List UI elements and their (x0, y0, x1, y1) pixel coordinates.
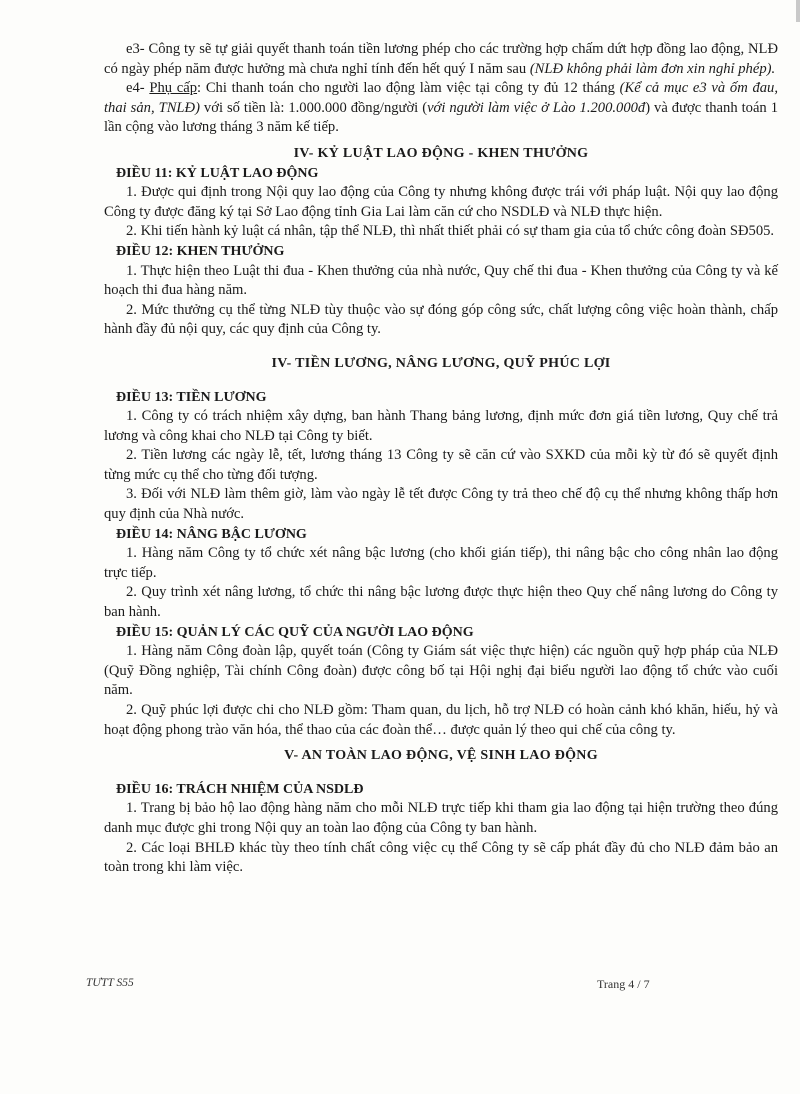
text-run: 2. Mức thưởng cụ thể từng NLĐ tùy thuộc vào sự đóng góp công sức, chất lượng công việc hoàn thành, chấp hành đầy đủ nội quy, các quy định của Công ty. (104, 301, 778, 338)
text-run: 2. Quỹ phúc lợi được chi cho NLĐ gồm: Tham quan, du lịch, hỗ trợ NLĐ có hoàn cảnh khó khăn, hiếu, hỷ và hoạt động phong trào văn hóa, thể thao của các đoàn thể… được quản lý theo qui chế của công ty. (104, 702, 778, 738)
article-heading: ĐIỀU 13: TIỀN LƯƠNG (116, 389, 267, 405)
paragraph (104, 839, 778, 878)
paragraph (104, 485, 778, 524)
paragraph (104, 262, 778, 301)
italic-text: (Kể cả mục e3 và ốm đau, thai sản, TNLĐ) (104, 80, 778, 116)
text-run: : Chi thanh toán cho người lao động làm việc tại công ty đủ 12 tháng (197, 80, 620, 97)
paragraph (104, 701, 778, 740)
text-run: với số tiền là: 1.000.000 đồng/người ( (199, 99, 428, 116)
text-run: ) và được thanh toán 1 lần cộng vào lương tháng 3 năm kế tiếp. (104, 99, 778, 136)
text-run: 1. Thực hiện theo Luật thi đua - Khen thưởng của nhà nước, Quy chế thi đua - Khen thưởng của Công ty và kế hoạch thi đua hàng năm. (104, 262, 778, 299)
article-heading: ĐIỀU 14: NÂNG BẬC LƯƠNG (116, 526, 307, 542)
section-heading: IV- KỶ LUẬT LAO ĐỘNG - KHEN THƯỞNG (293, 145, 589, 161)
italic-text: với người làm việc ở Lào 1.200.000đ (427, 99, 646, 116)
paragraph (104, 183, 778, 222)
text-run: e4- (126, 80, 150, 97)
text-run: 2. Khi tiến hành kỷ luật cá nhân, tập thể NLĐ, thì nhất thiết phải có sự tham gia của tổ chức công đoàn SĐ505. (126, 223, 775, 240)
text-run: 1. Hàng năm Công ty tổ chức xét nâng bậc lương (cho khối gián tiếp), thi nâng bậc cho công nhân lao động trực tiếp. (104, 545, 778, 581)
underlined-text: Phụ cấp (149, 80, 198, 97)
paragraph (104, 799, 778, 838)
paragraph (104, 40, 778, 79)
document-body (104, 40, 778, 878)
paragraph (104, 544, 778, 583)
article-heading: ĐIỀU 15: QUẢN LÝ CÁC QUỸ CỦA NGƯỜI LAO ĐỘNG (116, 624, 474, 640)
paragraph (104, 407, 778, 446)
text-run: 2. Tiền lương các ngày lễ, tết, lương tháng 13 Công ty sẽ căn cứ vào SXKD của mỗi kỳ từ đó sẽ quyết định từng mức cụ thể cho từng đối tượng. (104, 447, 778, 483)
italic-text: (NLĐ không phải làm đơn xin nghỉ phép). (529, 60, 776, 77)
section-heading: V- AN TOÀN LAO ĐỘNG, VỆ SINH LAO ĐỘNG (284, 748, 598, 764)
text-run: 2. Quy trình xét nâng lương, tổ chức thi nâng bậc lương được thực hiện theo Quy chế nâng lương do Công ty ban hành. (104, 584, 778, 621)
paragraph (104, 301, 778, 340)
paragraph (104, 446, 778, 485)
text-run: 3. Đối với NLĐ làm thêm giờ, làm vào ngày lễ tết được Công ty trả theo chế độ cụ thể nhưng không thấp hơn quy định của Nhà nước. (104, 486, 778, 523)
text-run: e3- Công ty sẽ tự giải quyết thanh toán tiền lương phép cho các trường hợp chấm dứt hợp đồng lao động, NLĐ có ngày phép năm được hưởng mà chưa nghỉ tính đến hết quý I năm sau (104, 41, 778, 77)
text-run: 1. Công ty có trách nhiệm xây dựng, ban hành Thang bảng lương, định mức đơn giá tiền lương, Quy chế trả lương và công khai cho NLĐ tại Công ty biết. (104, 408, 778, 444)
section-heading: IV- TIỀN LƯƠNG, NÂNG LƯƠNG, QUỸ PHÚC LỢI (271, 355, 611, 371)
paragraph (104, 642, 778, 701)
text-run: 2. Các loại BHLĐ khác tùy theo tính chất công việc cụ thể Công ty sẽ cấp phát đầy đủ cho NLĐ đảm bảo an toàn trong khi làm việc. (104, 839, 778, 876)
footer-document-code: TƯTT S55 (86, 977, 134, 989)
article-heading: ĐIỀU 16: TRÁCH NHIỆM CỦA NSDLĐ (116, 781, 364, 797)
scan-edge-mark (796, 0, 800, 22)
text-run: 1. Trang bị bảo hộ lao động hàng năm cho mỗi NLĐ trực tiếp khi tham gia lao động tại hiện trường theo đúng danh mục được ghi trong Nội quy an toàn lao động của Công ty ban hành. (104, 800, 778, 836)
footer-page-number: Trang 4 / 7 (597, 977, 650, 991)
text-run: 1. Được qui định trong Nội quy lao động của Công ty nhưng không được trái với pháp luật. Nội quy lao động Công ty được đăng ký tại Sở Lao động tỉnh Gia Lai làm căn cứ cho NSDLĐ và NLĐ thực hiện. (104, 184, 778, 220)
text-run: 1. Hàng năm Công đoàn lập, quyết toán (Công ty Giám sát việc thực hiện) các nguồn quỹ hợp pháp của NLĐ (Quỹ Đồng nghiệp, Tài chính Công đoàn) được công bố tại Hội nghị đại biểu người lao động tổ chức vào cuối năm. (104, 643, 778, 699)
paragraph (104, 583, 778, 622)
article-heading: ĐIỀU 12: KHEN THƯỞNG (116, 243, 285, 259)
paragraph (104, 222, 778, 242)
paragraph (104, 79, 778, 138)
article-heading: ĐIỀU 11: KỶ LUẬT LAO ĐỘNG (116, 165, 319, 181)
